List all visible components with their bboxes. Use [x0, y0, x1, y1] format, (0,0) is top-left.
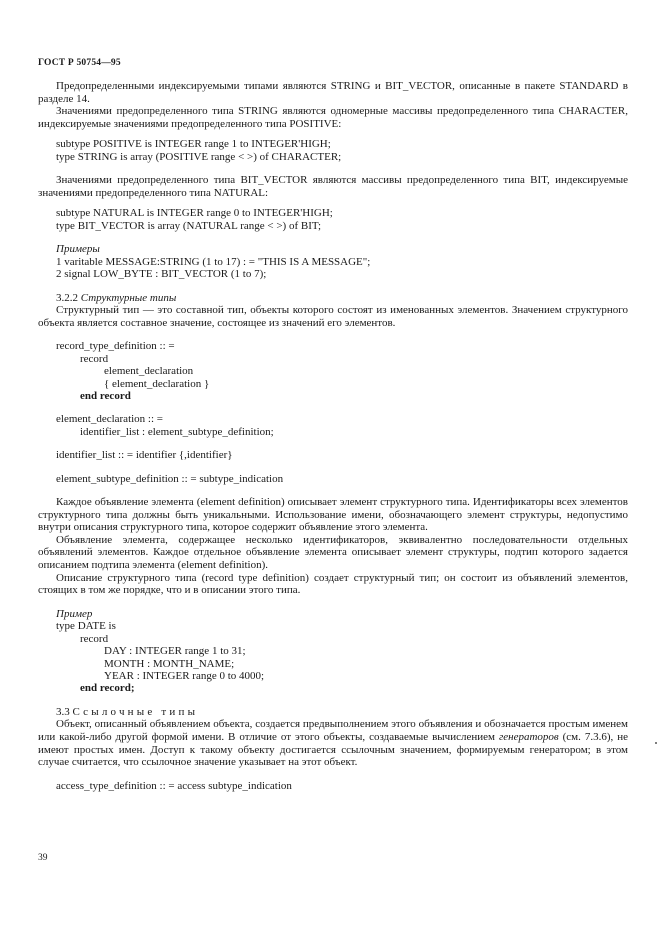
- grammar-line: end record: [80, 390, 131, 402]
- code-line: DAY : INTEGER range 1 to 31;: [104, 645, 246, 658]
- grammar-line: element_subtype_definition :: = subtype_indication: [56, 472, 284, 485]
- page-content: [38, 80, 628, 792]
- section-title: Ссылочные типы: [72, 705, 199, 718]
- code-line: end record;: [80, 682, 135, 695]
- code-line: MONTH : MONTH_NAME;: [104, 657, 235, 670]
- code-line: YEAR : INTEGER range 0 to 4000;: [104, 670, 265, 682]
- grammar-line: element_declaration :: =: [56, 413, 163, 426]
- grammar-line: identifier_list : element_subtype_definition;: [80, 425, 274, 438]
- section-title: Структурные типы: [80, 291, 177, 304]
- paragraph-bit-vector-type: Значениями предопределенного типа BIT_VECTOR являются массивы предопределенного типа BIT, индексируемые значениями предопределенного типа NATURAL:: [38, 174, 628, 199]
- grammar-line: { element_declaration }: [104, 377, 210, 390]
- term-generators: генераторов: [498, 731, 559, 743]
- code-line: 1 varitable MESSAGE:STRING (1 to 17) : = "THIS IS A MESSAGE";: [56, 255, 371, 268]
- example-label: Пример: [56, 607, 93, 620]
- code-line: 2 signal LOW_BYTE : BIT_VECTOR (1 to 7);: [56, 268, 267, 281]
- code-line: subtype NATURAL is INTEGER range 0 to INTEGER'HIGH;: [56, 207, 333, 220]
- paragraph-multiple-identifiers: Объявление элемента, содержащее несколько идентификаторов, эквивалентно последовательности отдельных объявлений элементов. Каждое отдельное объявление элемента описывает элемент структуры, подтип которого задается описанием подтипа элемента (element definition).: [38, 533, 628, 571]
- examples-label: Примеры: [56, 243, 100, 256]
- section-number: 3.2.2: [56, 291, 78, 304]
- section-number: 3.3: [56, 705, 70, 718]
- code-bit-vector-definition: [38, 207, 628, 232]
- code-line: type DATE is: [56, 620, 116, 633]
- code-string-definition: [38, 138, 628, 163]
- code-line: type BIT_VECTOR is array (NATURAL range < >) of BIT;: [56, 219, 322, 232]
- paragraph-string-type: Значениями предопределенного типа STRING являются одномерные массивы предопределенного типа CHARACTER, индексируемые значениями предопределенного типа POSITIVE:: [38, 105, 628, 130]
- code-record-grammar: [38, 340, 628, 402]
- code-line: record: [80, 632, 109, 645]
- grammar-line: record: [80, 352, 109, 365]
- paragraph-text: (см. 7.3.6), не имеют простых имен. Доступ к такому объекту достигается ссылочным значением, формируемым генератором; в этом случае считается, что ссылочное значение указывает на этот объект.: [38, 731, 628, 769]
- section-heading-3-2-2: [38, 292, 628, 305]
- page-number: 39: [38, 853, 48, 863]
- grammar-line: record_type_definition :: =: [56, 340, 175, 353]
- code-access-type-definition: [38, 780, 628, 792]
- grammar-line: access_type_definition :: = access subtype_indication: [56, 779, 292, 792]
- paragraph-element-declaration: Каждое объявление элемента (element definition) описывает элемент структурного типа. Идентификаторы всех элементов структурного типа должны быть уникальными. Использование имени, обозначающего элемент структуры, недопустимо внутри описания структурного типа, которое содержит объявление этого элемента.: [38, 496, 628, 534]
- code-element-subtype: [38, 473, 628, 485]
- code-date-example: [38, 620, 628, 694]
- paragraph-record-type-intro: Структурный тип — это составной тип, объекты которого состоят из именованных элементов. Значением структурного объекта является составное значение, состоящее из значений его элементов.: [38, 304, 628, 329]
- code-line: subtype POSITIVE is INTEGER range 1 to INTEGER'HIGH;: [56, 138, 331, 151]
- code-element-declaration: [38, 413, 628, 438]
- grammar-line: element_declaration: [104, 365, 194, 378]
- code-identifier-list: [38, 449, 628, 461]
- paragraph-record-type-definition: Описание структурного типа (record type definition) создает структурный тип; он состоит из объявлений элементов, стоящих в том же порядке, что и в описании этого типа.: [38, 571, 628, 597]
- scan-speck: [655, 742, 657, 744]
- section-heading-3-3: [38, 706, 628, 719]
- paragraph-text: Объект, описанный объявлением объекта, создается предвыполнением этого объявления и обозначается простым именем или какой-либо другой формой имени. В отличие от этого объекты, создаваемые вычислением: [38, 718, 628, 743]
- grammar-line: identifier_list :: = identifier {,identifier}: [56, 449, 233, 462]
- code-examples: [38, 256, 628, 281]
- paragraph-indexed-types: Предопределенными индексируемыми типами являются STRING и BIT_VECTOR, описанные в пакете STANDARD в разделе 14.: [38, 80, 628, 105]
- code-line: type STRING is array (POSITIVE range < >) of CHARACTER;: [56, 150, 342, 163]
- page-header: ГОСТ Р 50754—95: [38, 58, 121, 68]
- paragraph-access-types: [38, 718, 628, 768]
